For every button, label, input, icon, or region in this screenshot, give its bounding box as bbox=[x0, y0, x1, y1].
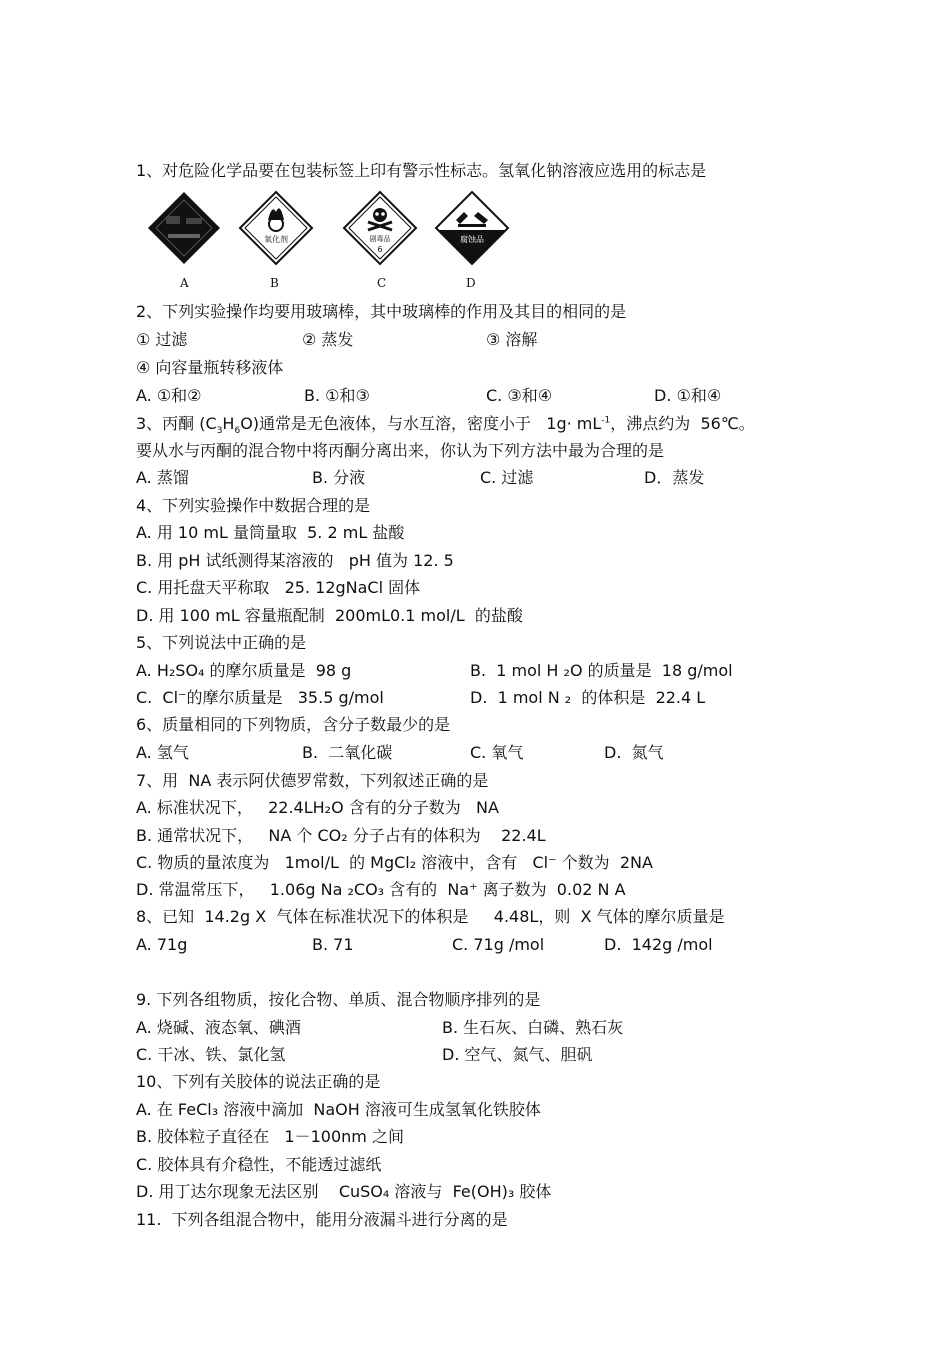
question-7-stem: 7、用 NA 表示阿伏德罗常数，下列叙述正确的是 bbox=[136, 771, 489, 790]
q3-text-b: H bbox=[222, 414, 235, 433]
sign-letter-a: A bbox=[180, 276, 189, 290]
question-1-stem: 1、对危险化学品要在包装标签上印有警示性标志。氢氧化钠溶液应选用的标志是 bbox=[136, 161, 707, 180]
q6-option-d: D. 氮气 bbox=[604, 743, 664, 762]
oxidizer-sign-icon bbox=[238, 190, 314, 266]
q7-option-a: A. 标准状况下， 22.4LH₂O 含有的分子数为 NA bbox=[136, 798, 499, 817]
q7-option-b: B. 通常状况下， NA 个 CO₂ 分子占有的体积为 22.4L bbox=[136, 826, 546, 845]
question-4-stem: 4、下列实验操作中数据合理的是 bbox=[136, 496, 371, 515]
q3-sub-hydrogen: 6 bbox=[234, 426, 241, 437]
q2-item-3: ③ 溶解 bbox=[486, 330, 538, 349]
q9-option-b: B. 生石灰、白磷、熟石灰 bbox=[442, 1018, 624, 1037]
q4-option-a: A. 用 10 mL 量筒量取 5. 2 mL 盐酸 bbox=[136, 523, 405, 542]
q5-option-d: D. 1 mol N ₂ 的体积是 22.4 L bbox=[470, 688, 706, 707]
question-6-stem: 6、质量相同的下列物质，含分子数最少的是 bbox=[136, 715, 451, 734]
sign-letter-d: D bbox=[466, 276, 476, 290]
oxidizer-label: 氧化剂 bbox=[264, 235, 288, 244]
q8-option-c: C. 71g /mol bbox=[452, 935, 545, 954]
q2-option-c: C. ③和④ bbox=[486, 386, 553, 405]
q6-option-a: A. 氢气 bbox=[136, 743, 189, 762]
q3-text-c: O)通常是无色液体，与水互溶，密度小于 1g· mL bbox=[240, 414, 602, 433]
q6-option-b: B. 二氧化碳 bbox=[302, 743, 393, 762]
q10-option-c: C. 胶体具有介稳性，不能透过滤纸 bbox=[136, 1155, 382, 1174]
q3-sup-unit: -1 bbox=[601, 415, 611, 426]
toxic-sign-icon bbox=[342, 190, 418, 266]
q8-option-b: B. 71 bbox=[312, 935, 354, 954]
q5-option-a: A. H₂SO₄ 的摩尔质量是 98 g bbox=[136, 661, 352, 680]
question-2-stem: 2、下列实验操作均要用玻璃棒，其中玻璃棒的作用及其目的相同的是 bbox=[136, 302, 627, 321]
question-9-stem: 9. 下列各组物质，按化合物、单质、混合物顺序排列的是 bbox=[136, 990, 541, 1009]
q3-option-d: D．蒸发 bbox=[644, 468, 705, 487]
q3-option-b: B. 分液 bbox=[312, 468, 366, 487]
question-11-stem: 11. 下列各组混合物中，能用分液漏斗进行分离的是 bbox=[136, 1210, 508, 1229]
q8-option-d: D. 142g /mol bbox=[604, 935, 713, 954]
q7-option-d: D. 常温常压下， 1.06g Na ₂CO₃ 含有的 Na⁺ 离子数为 0.02 N A bbox=[136, 880, 626, 899]
q3-sub-carbon: 3 bbox=[216, 426, 223, 437]
q5-option-c: C. Cl⁻的摩尔质量是 35.5 g/mol bbox=[136, 688, 384, 707]
q3-text-a: 3、丙酮 (C bbox=[136, 414, 217, 433]
q9-option-d: D. 空气、氮气、胆矾 bbox=[442, 1045, 593, 1064]
question-8-stem: 8、已知 14.2g X 气体在标准状况下的体积是 4.48L，则 X 气体的摩尔质量是 bbox=[136, 907, 725, 926]
toxic-class-number: 6 bbox=[377, 245, 383, 254]
corrosive-sign-icon bbox=[434, 190, 510, 266]
question-3-stem-line-2: 要从水与丙酮的混合物中将丙酮分离出来，你认为下列方法中最为合理的是 bbox=[136, 441, 665, 460]
toxic-label: 剧毒品 bbox=[369, 235, 391, 243]
corrosive-label: 腐蚀品 bbox=[460, 235, 484, 244]
q4-option-b: B. 用 pH 试纸测得某溶液的 pH 值为 12. 5 bbox=[136, 551, 454, 570]
sign-letter-b: B bbox=[270, 276, 279, 290]
q4-option-d: D. 用 100 mL 容量瓶配制 200mL0.1 mol/L 的盐酸 bbox=[136, 606, 523, 625]
q8-option-a: A. 71g bbox=[136, 935, 188, 954]
question-5-stem: 5、下列说法中正确的是 bbox=[136, 633, 307, 652]
q2-item-4: ④ 向容量瓶转移液体 bbox=[136, 358, 284, 377]
corrosive-sign-icon bbox=[146, 190, 222, 266]
q7-option-c: C. 物质的量浓度为 1mol/L 的 MgCl₂ 溶液中，含有 Cl⁻ 个数为 2NA bbox=[136, 853, 653, 872]
q2-option-b: B. ①和③ bbox=[304, 386, 370, 405]
q5-option-b: B. 1 mol H ₂O 的质量是 18 g/mol bbox=[470, 661, 733, 680]
q6-option-c: C. 氧气 bbox=[470, 743, 524, 762]
q10-option-b: B. 胶体粒子直径在 1－100nm 之间 bbox=[136, 1127, 404, 1146]
q3-text-d: ，沸点约为 56℃。 bbox=[610, 414, 755, 433]
q2-item-2: ② 蒸发 bbox=[302, 330, 354, 349]
q3-option-c: C. 过滤 bbox=[480, 468, 534, 487]
q9-option-a: A. 烧碱、液态氧、碘酒 bbox=[136, 1018, 301, 1037]
q4-option-c: C. 用托盘天平称取 25. 12gNaCl 固体 bbox=[136, 578, 421, 597]
q2-option-d: D. ①和④ bbox=[654, 386, 722, 405]
q10-option-a: A. 在 FeCl₃ 溶液中滴加 NaOH 溶液可生成氢氧化铁胶体 bbox=[136, 1100, 541, 1119]
sign-letter-c: C bbox=[377, 276, 387, 290]
question-3-stem-line-1 bbox=[136, 413, 755, 435]
q2-option-a: A. ①和② bbox=[136, 386, 202, 405]
question-10-stem: 10、下列有关胶体的说法正确的是 bbox=[136, 1072, 381, 1091]
q9-option-c: C. 干冰、铁、氯化氢 bbox=[136, 1045, 286, 1064]
q10-option-d: D. 用丁达尔现象无法区别 CuSO₄ 溶液与 Fe(OH)₃ 胶体 bbox=[136, 1182, 552, 1201]
q2-item-1: ① 过滤 bbox=[136, 330, 188, 349]
q3-option-a: A. 蒸馏 bbox=[136, 468, 189, 487]
